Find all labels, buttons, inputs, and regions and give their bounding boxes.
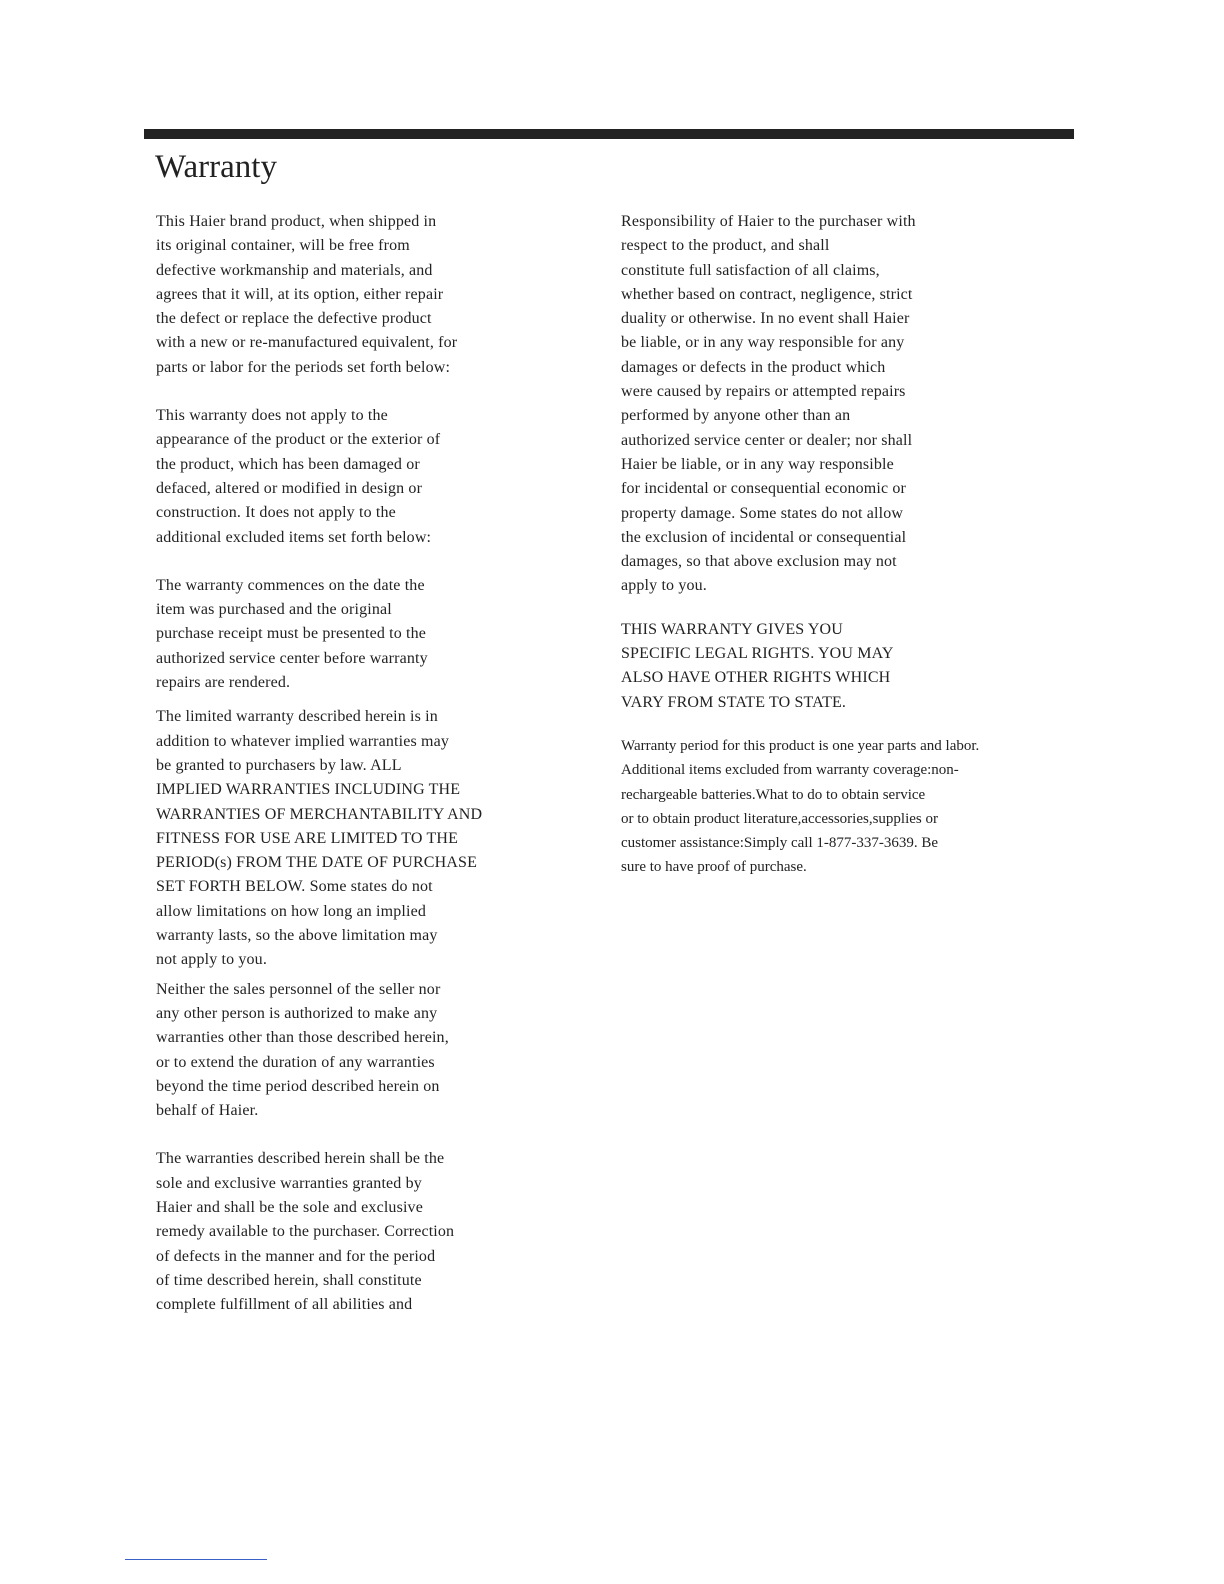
text-line: damages, so that above exclusion may not [621, 553, 897, 571]
text-line: item was purchased and the original [156, 601, 392, 619]
text-line: customer assistance:Simply call 1-877-337-3639. Be [621, 835, 939, 852]
text-line: respect to the product, and shall [621, 237, 830, 255]
text-line: its original container, will be free from [156, 237, 410, 255]
text-line: be granted to purchasers by law. ALL [156, 756, 402, 774]
text-line: purchase receipt must be presented to the [156, 625, 427, 643]
text-line: for incidental or consequential economic or [621, 480, 907, 498]
warranty-period-paragraph [621, 734, 1041, 880]
legal-rights-paragraph [621, 618, 1041, 715]
text-line: property damage. Some states do not allow [621, 504, 904, 522]
text-line: This Haier brand product, when shipped in [156, 213, 437, 230]
text-line: sure to have proof of purchase. [621, 859, 807, 876]
exclusion-paragraph [156, 404, 536, 550]
text-line: construction. It does not apply to the [156, 504, 396, 522]
text-line: allow limitations on how long an implied [156, 902, 426, 920]
title-rule [144, 129, 1074, 139]
right-column [621, 210, 1041, 880]
text-line: parts or labor for the periods set forth below: [156, 358, 451, 376]
text-line: defaced, altered or modified in design or [156, 479, 423, 497]
text-line: This warranty does not apply to the [156, 407, 388, 425]
text-line: complete fulfillment of all abilities and [156, 1296, 413, 1314]
text-line: agrees that it will, at its option, either repair [156, 285, 444, 303]
text-line: Neither the sales personnel of the seller nor [156, 980, 441, 998]
text-line: additional excluded items set forth below: [156, 528, 432, 546]
text-line: the exclusion of incidental or consequential [621, 528, 907, 546]
text-line: Haier be liable, or in any way responsible [621, 455, 894, 473]
text-line: or to extend the duration of any warranties [156, 1053, 435, 1071]
text-line: Haier and shall be the sole and exclusive [156, 1198, 423, 1216]
text-line: repairs are rendered. [156, 674, 291, 692]
text-line: VARY FROM STATE TO STATE. [621, 693, 847, 711]
text-line: remedy available to the purchaser. Correction [156, 1223, 455, 1241]
text-line: damages or defects in the product which [621, 358, 886, 376]
text-line: Warranty period for this product is one year parts and labor. [621, 737, 980, 754]
text-line: authorized service center before warranty [156, 649, 428, 667]
text-line: apply to you. [621, 577, 707, 595]
text-line: rechargeable batteries.What to do to obtain service [621, 786, 926, 803]
text-line: were caused by repairs or attempted repairs [621, 383, 906, 401]
text-line: SPECIFIC LEGAL RIGHTS. YOU MAY [621, 645, 894, 663]
text-line: authorized service center or dealer; nor shall [621, 431, 913, 449]
page-title: Warranty [155, 149, 277, 185]
text-line: of defects in the manner and for the period [156, 1247, 436, 1265]
exclusive-remedy-paragraph [156, 1147, 536, 1317]
implied-warranties-paragraph [156, 705, 536, 972]
text-line: WARRANTIES OF MERCHANTABILITY AND [156, 805, 483, 823]
text-line: or to obtain product literature,accessories,supplies or [621, 810, 938, 827]
text-line: FITNESS FOR USE ARE LIMITED TO THE [156, 829, 459, 847]
text-line: warranty lasts, so the above limitation may [156, 927, 438, 945]
text-line: SET FORTH BELOW. Some states do not [156, 878, 433, 896]
text-line: The warranty commences on the date the [156, 576, 425, 594]
commencement-paragraph [156, 574, 536, 695]
sales-personnel-paragraph [156, 978, 536, 1124]
responsibility-paragraph [621, 210, 1041, 599]
text-line: be liable, or in any way responsible for any [621, 334, 905, 352]
text-line: warranties other than those described herein, [156, 1029, 449, 1047]
text-line: behalf of Haier. [156, 1102, 259, 1120]
text-line: duality or otherwise. In no event shall Haier [621, 310, 910, 328]
text-line: the defect or replace the defective product [156, 310, 432, 328]
text-line: with a new or re-manufactured equivalent, for [156, 334, 458, 352]
text-line: Responsibility of Haier to the purchaser with [621, 213, 916, 230]
text-line: PERIOD(s) FROM THE DATE OF PURCHASE [156, 854, 477, 872]
warranty-coverage-paragraph [156, 210, 536, 380]
left-column [156, 210, 536, 1317]
footer-rule [125, 1559, 267, 1560]
text-line: The limited warranty described herein is in [156, 708, 438, 726]
text-line: appearance of the product or the exterior of [156, 431, 441, 449]
text-line: addition to whatever implied warranties may [156, 732, 450, 750]
text-line: whether based on contract, negligence, strict [621, 285, 913, 303]
text-line: beyond the time period described herein on [156, 1077, 440, 1095]
text-line: not apply to you. [156, 951, 267, 969]
text-line: sole and exclusive warranties granted by [156, 1174, 422, 1192]
text-line: The warranties described herein shall be the [156, 1150, 445, 1168]
text-line: any other person is authorized to make any [156, 1004, 438, 1022]
text-line: constitute full satisfaction of all claims, [621, 261, 880, 279]
text-line: of time described herein, shall constitute [156, 1271, 422, 1289]
text-line: IMPLIED WARRANTIES INCLUDING THE [156, 781, 461, 799]
text-line: performed by anyone other than an [621, 407, 851, 425]
text-line: ALSO HAVE OTHER RIGHTS WHICH [621, 669, 891, 687]
text-line: defective workmanship and materials, and [156, 261, 433, 279]
text-line: Additional items excluded from warranty coverage:non- [621, 762, 959, 779]
text-line: THIS WARRANTY GIVES YOU [621, 620, 843, 638]
text-line: the product, which has been damaged or [156, 455, 420, 473]
